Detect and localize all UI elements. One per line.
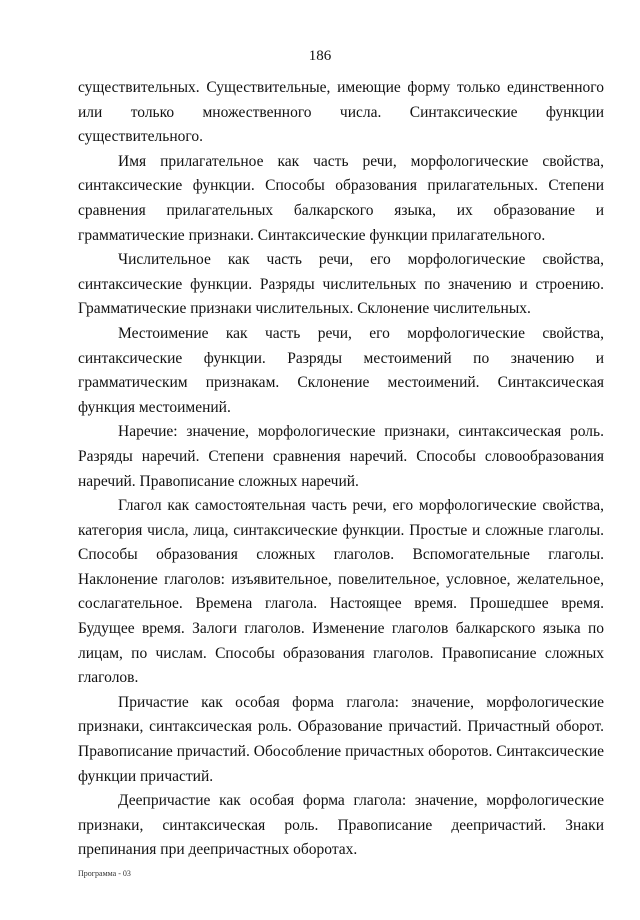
paragraph-participle: Причастие как особая форма глагола: значение, морфологические признаки, синтаксическая роль. Образование причастий. Причастный оборот. Правописание причастий. Обособление причастных оборотов. Синтаксические функции причастий. — [78, 693, 604, 785]
page-number: 186 — [308, 48, 332, 64]
paragraph-verb: Глагол как самостоятельная часть речи, его морфологические свойства, категория числа, лица, синтаксические функции. Простые и сложные глаголы. Способы образования сложных глаголов. Вспомогательные глаголы. Наклонение глаголов: изъявительное, повелительное, условное, желательное, сослагательное. Времена глагола. Настоящее время. Прошедшее время. Будущее время. Залоги глаголов. Изменение глаголов балкарского языка по лицам, по числам. Способы образования глаголов. Правописание сложных глаголов. — [78, 497, 604, 687]
paragraph-adjective: Имя прилагательное как часть речи, морфологические свойства, синтаксические функции. Способы образования прилагательных. Степени сравнения прилагательных балкарского языка, их образование и грамматические признаки. Синтаксические функции прилагательного. — [78, 152, 604, 244]
paragraph-gerund: Деепричастие как особая форма глагола: значение, морфологические признаки, синтаксическая роль. Правописание деепричастий. Знаки препинания при деепричастных оборотах. — [78, 792, 604, 859]
paragraph-adverb: Наречие: значение, морфологические признаки, синтаксическая роль. Разряды наречий. Степени сравнения наречий. Способы словообразования наречий. Правописание сложных наречий. — [78, 423, 604, 490]
paragraph-nouns-continued: существительных. Существительные, имеющие форму только единственного или только множественного числа. Синтаксические функции существительного. — [78, 79, 604, 146]
document-body — [78, 76, 604, 863]
paragraph-numeral: Числительное как часть речи, его морфологические свойства, синтаксические функции. Разряды числительных по значению и строению. Грамматические признаки числительных. Склонение числительных. — [78, 251, 604, 318]
footer-label: Программа - 03 — [78, 869, 131, 878]
paragraph-pronoun: Местоимение как часть речи, его морфологические свойства, синтаксические функции. Разряды местоимений по значению и грамматическим признакам. Склонение местоимений. Синтаксическая функция местоимений. — [78, 324, 604, 416]
